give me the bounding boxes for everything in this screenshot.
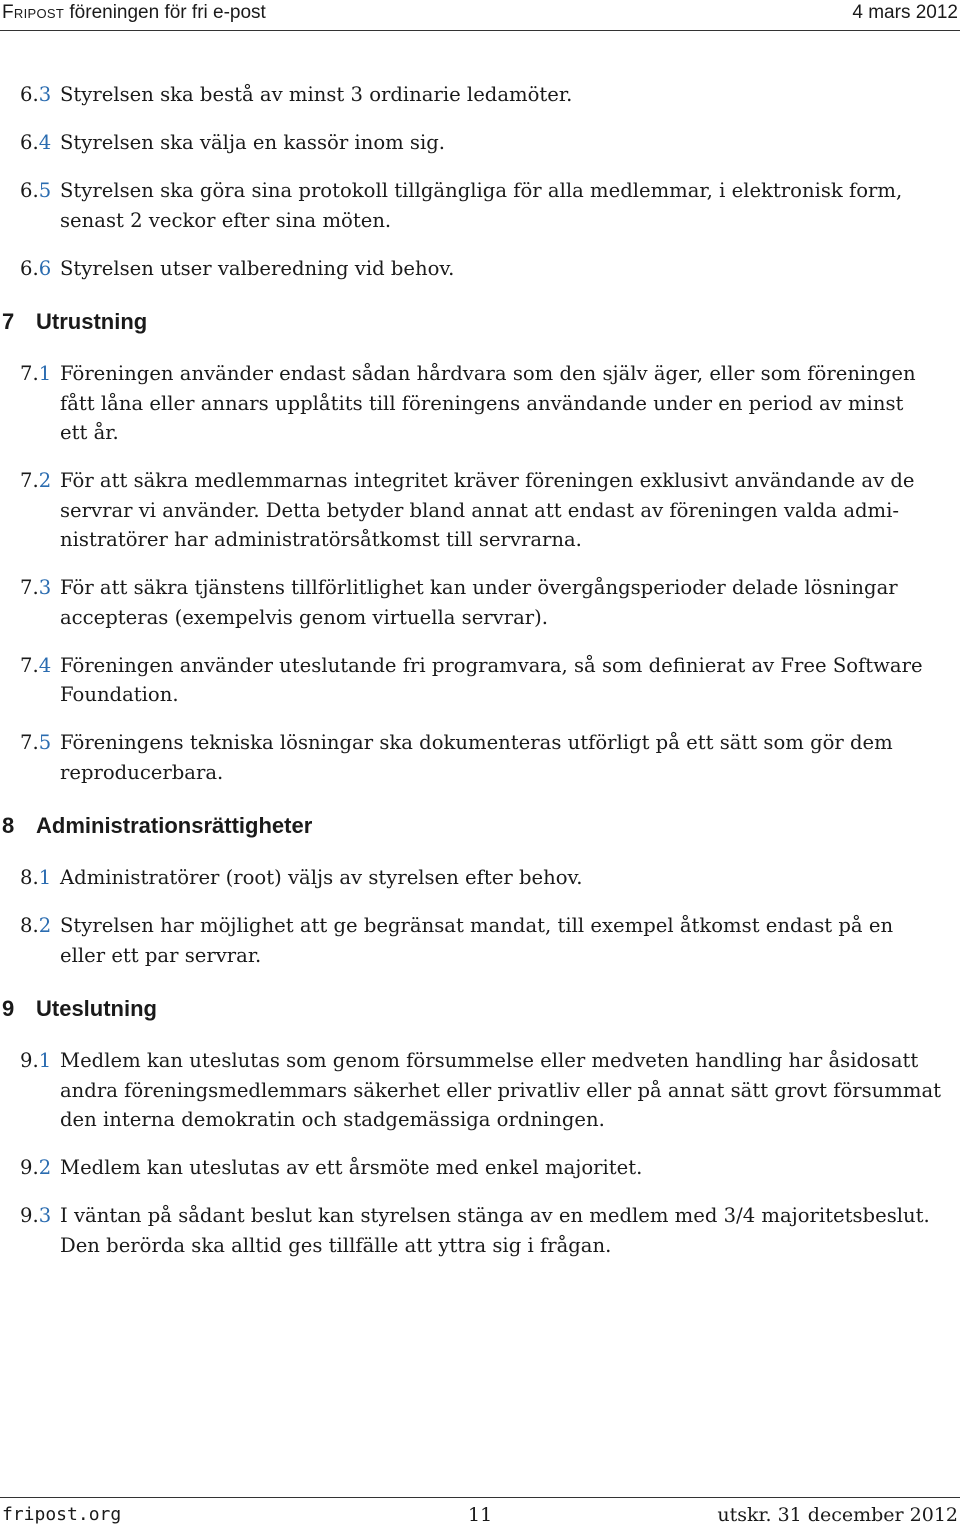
item-text-line: Styrelsen ska välja en kassör inom sig. <box>60 131 446 154</box>
item-text-line: Medlem kan uteslutas av ett årsmöte med enkel majoritet. <box>60 1156 643 1179</box>
item-text-line: Föreningen använder endast sådan hårdvara som den själv äger, eller som föreningen <box>60 362 916 385</box>
item-number-main: 7. <box>20 576 39 599</box>
item-text-line: fått låna eller annars upplåtits till föreningens användande under en period av minst <box>60 391 904 415</box>
item-number-sub: 3 <box>38 83 52 106</box>
header-subtitle: föreningen för fri e-post <box>69 2 266 23</box>
item-text-line: nistratörer har administratörsåtkomst till servrarna. <box>60 528 582 551</box>
item-number <box>20 863 51 893</box>
item-number-main: 6. <box>20 256 39 280</box>
item-text-line: Föreningens tekniska lösningar ska dokumenteras utförligt på ett sätt som gör dem <box>60 731 893 754</box>
item-number <box>20 128 51 158</box>
list-item <box>0 911 960 970</box>
item-number-main: 9. <box>20 1204 39 1227</box>
item-text-line: ett år. <box>60 421 119 444</box>
list-item <box>0 728 960 787</box>
section-heading-9 <box>0 994 960 1024</box>
section-number: 7 <box>2 309 15 334</box>
section-number: 8 <box>2 813 15 838</box>
item-number <box>20 466 51 496</box>
list-item <box>0 1046 960 1135</box>
item-number-sub: 4 <box>38 131 52 154</box>
item-number-sub: 1 <box>38 1049 52 1072</box>
list-item <box>0 128 960 158</box>
item-number-sub: 6 <box>38 256 52 280</box>
item-number <box>20 1201 51 1231</box>
list-item <box>0 359 960 448</box>
item-text-line: servrar vi använder. Detta betyder bland annat att endast av föreningen valda admi- <box>60 498 900 522</box>
item-number-main: 6. <box>20 131 39 154</box>
item-text-line: Styrelsen ska bestå av minst 3 ordinarie ledamöter. <box>60 83 573 106</box>
list-item <box>0 80 960 110</box>
item-number <box>20 176 51 206</box>
list-item <box>0 1153 960 1183</box>
list-item <box>0 254 960 284</box>
section-7-items <box>0 359 960 787</box>
item-number <box>20 728 51 758</box>
item-text-line: Den berörda ska alltid ges tillfälle att yttra sig i frågan. <box>60 1233 612 1257</box>
item-number-sub: 5 <box>38 731 52 754</box>
item-text-line: Medlem kan uteslutas som genom försummelse eller medveten handling har åsidosatt <box>60 1049 919 1072</box>
item-text-line: Styrelsen utser valberedning vid behov. <box>60 256 455 280</box>
item-number <box>20 254 51 284</box>
list-item <box>0 176 960 235</box>
section-number: 9 <box>2 996 15 1021</box>
item-number-sub: 2 <box>38 469 52 492</box>
list-item <box>0 863 960 893</box>
item-number-main: 7. <box>20 469 39 492</box>
footer-print-date: utskr. 31 december 2012 <box>717 1504 958 1526</box>
item-number <box>20 359 51 389</box>
section-8-items <box>0 863 960 970</box>
section-title: Administrationsrättigheter <box>36 813 313 838</box>
item-number-main: 8. <box>20 914 39 937</box>
item-text-line: I väntan på sådant beslut kan styrelsen stänga av en medlem med 3/4 majoritetsbeslut. <box>60 1204 930 1227</box>
item-number <box>20 80 51 110</box>
item-number <box>20 1046 51 1076</box>
header-title <box>2 2 266 24</box>
section-heading-8 <box>0 811 960 841</box>
footer-page-number: 11 <box>468 1504 493 1526</box>
item-number-main: 9. <box>20 1049 39 1072</box>
item-number-main: 9. <box>20 1156 39 1179</box>
section-6-items <box>0 80 960 283</box>
header-divider <box>0 30 960 31</box>
item-text-line: För att säkra medlemmarnas integritet kräver föreningen exklusivt användande av de <box>60 469 915 492</box>
list-item <box>0 466 960 555</box>
item-number-sub: 2 <box>38 914 52 937</box>
section-title: Uteslutning <box>36 996 157 1021</box>
item-number-sub: 5 <box>38 179 52 202</box>
item-number-sub: 3 <box>38 1204 52 1227</box>
item-text-line: eller ett par servrar. <box>60 943 262 967</box>
list-item <box>0 651 960 710</box>
item-text-line: den interna demokratin och stadgemässiga ordningen. <box>60 1108 605 1131</box>
document-body <box>0 80 960 1279</box>
page-footer <box>0 1504 960 1532</box>
section-9-items <box>0 1046 960 1260</box>
footer-site: fripost.org <box>2 1504 122 1525</box>
item-number-main: 8. <box>20 866 39 889</box>
header-brand: Fripost <box>2 2 65 23</box>
header-date: 4 mars 2012 <box>852 2 958 23</box>
section-heading-7 <box>0 307 960 337</box>
list-item <box>0 573 960 632</box>
item-number <box>20 651 51 681</box>
item-text-line: Foundation. <box>60 683 179 706</box>
item-text-line: Styrelsen ska göra sina protokoll tillgängliga för alla medlemmar, i elektronisk form, <box>60 179 903 202</box>
item-text-line: Föreningen använder uteslutande fri programvara, så som definierat av Free Software <box>60 653 923 677</box>
item-text-line: Administratörer (root) väljs av styrelsen efter behov. <box>60 866 583 889</box>
item-number-sub: 1 <box>38 866 52 889</box>
item-text-line: accepteras (exempelvis genom virtuella servrar). <box>60 605 549 629</box>
item-number-main: 7. <box>20 653 39 677</box>
item-number <box>20 1153 51 1183</box>
item-number-main: 7. <box>20 362 39 385</box>
item-number-main: 6. <box>20 179 39 202</box>
item-text-line: För att säkra tjänstens tillförlitlighet kan under övergångsperioder delade lösningar <box>60 576 898 599</box>
item-number-sub: 4 <box>38 653 52 677</box>
section-title: Utrustning <box>36 309 148 334</box>
item-text-line: reproducerbara. <box>60 760 224 784</box>
footer-divider <box>0 1497 960 1498</box>
item-text-line: Styrelsen har möjlighet att ge begränsat mandat, till exempel åtkomst endast på en <box>60 914 894 937</box>
item-text-line: andra föreningsmedlemmars säkerhet eller privatliv eller på annat sätt grovt försummat <box>60 1078 942 1102</box>
item-number-main: 7. <box>20 731 39 754</box>
item-number-sub: 2 <box>38 1156 52 1179</box>
item-text-line: senast 2 veckor efter sina möten. <box>60 208 392 232</box>
list-item <box>0 1201 960 1260</box>
item-number-sub: 1 <box>38 362 52 385</box>
item-number-sub: 3 <box>38 576 52 599</box>
item-number-main: 6. <box>20 83 39 106</box>
item-number <box>20 911 51 941</box>
page-header <box>0 0 960 30</box>
item-number <box>20 573 51 603</box>
